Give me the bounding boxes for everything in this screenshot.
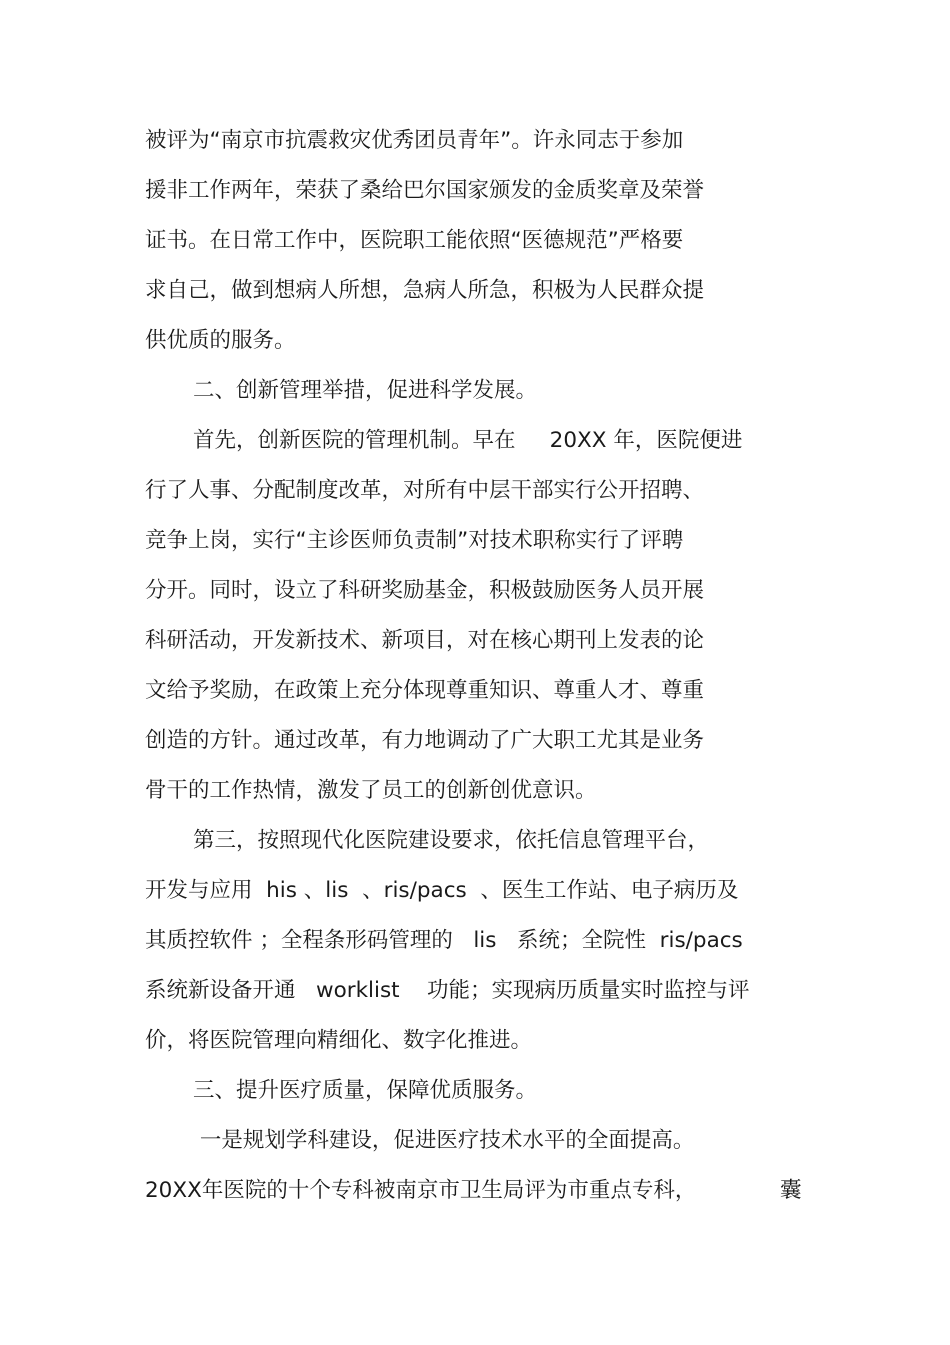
paragraph-line: 首先，创新医院的管理机制。早在 20XX 年，医院便进 bbox=[193, 428, 743, 453]
paragraph-line: 第三，按照现代化医院建设要求，依托信息管理平台， bbox=[193, 828, 710, 853]
paragraph-line: 文给予奖励，在政策上充分体现尊重知识、尊重人才、尊重 bbox=[145, 678, 705, 703]
paragraph-line: 20XX年医院的十个专科被南京市卫生局评为市重点专科， bbox=[145, 1178, 697, 1203]
paragraph-line: 创造的方针。通过改革，有力地调动了广大职工尤其是业务 bbox=[145, 728, 705, 753]
paragraph-line: 一是规划学科建设，促进医疗技术水平的全面提高。 bbox=[193, 1128, 695, 1153]
paragraph-line: 价，将医院管理向精细化、数字化推进。 bbox=[145, 1028, 533, 1053]
paragraph-line: 科研活动，开发新技术、新项目，对在核心期刊上发表的论 bbox=[145, 628, 705, 653]
paragraph-line: 供优质的服务。 bbox=[145, 328, 296, 353]
section-heading: 三、提升医疗质量，保障优质服务。 bbox=[193, 1078, 538, 1103]
trailing-character: 囊 bbox=[780, 1178, 802, 1203]
paragraph-line: 求自己，做到想病人所想，急病人所急，积极为人民群众提 bbox=[145, 278, 705, 303]
paragraph-line: 行了人事、分配制度改革，对所有中层干部实行公开招聘、 bbox=[145, 478, 705, 503]
paragraph-line: 援非工作两年，荣获了桑给巴尔国家颁发的金质奖章及荣誉 bbox=[145, 178, 705, 203]
section-heading: 二、创新管理举措，促进科学发展。 bbox=[193, 378, 538, 403]
paragraph-line: 其质控软件 ；全程条形码管理的 lis 系统；全院性 ris/pacs bbox=[145, 928, 743, 953]
paragraph-line: 证书。在日常工作中，医院职工能依照“医德规范”严格要 bbox=[145, 228, 684, 253]
paragraph-line: 骨干的工作热情，激发了员工的创新创优意识。 bbox=[145, 778, 597, 803]
paragraph-line: 系统新设备开通 worklist 功能；实现病历质量实时监控与评 bbox=[145, 978, 750, 1003]
paragraph-line: 分开。同时，设立了科研奖励基金，积极鼓励医务人员开展 bbox=[145, 578, 705, 603]
paragraph-line: 被评为“南京市抗震救灾优秀团员青年”。许永同志于参加 bbox=[145, 128, 684, 153]
paragraph-line: 开发与应用 his 、lis 、ris/pacs 、医生工作站、电子病历及 bbox=[145, 878, 739, 903]
paragraph-line: 竞争上岗，实行“主诊医师负责制”对技术职称实行了评聘 bbox=[145, 528, 684, 553]
